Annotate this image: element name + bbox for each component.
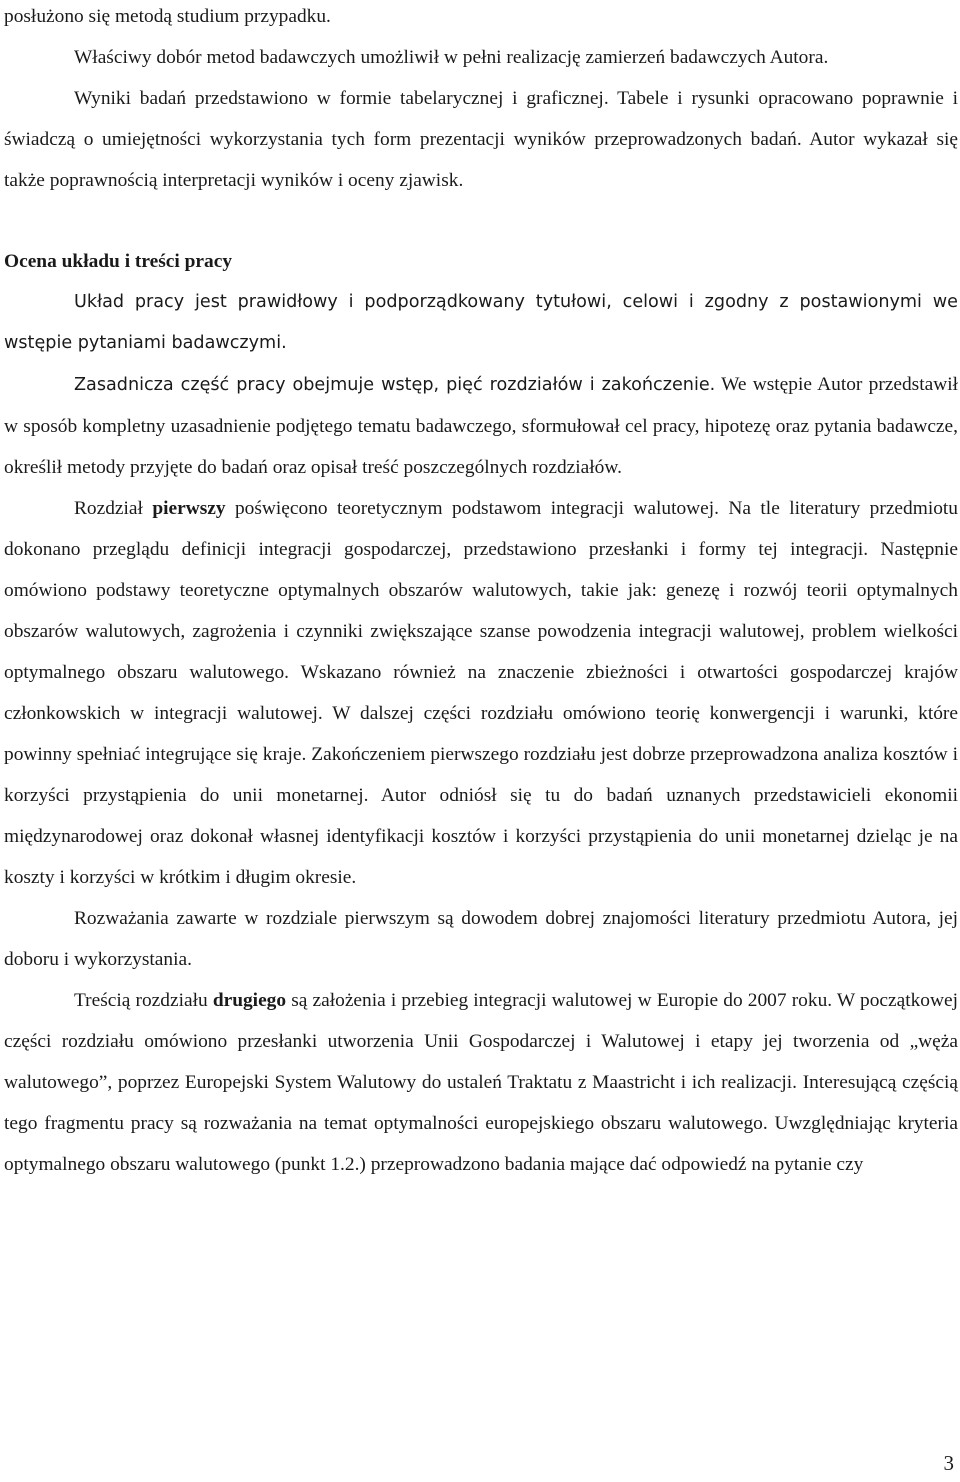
- main-part-intro: Zasadnicza część pracy obejmuje wstęp, pięć rozdziałów i zakończenie.: [74, 375, 716, 395]
- paragraph-structure: Układ pracy jest prawidłowy i podporządkowany tytułowi, celowi i zgodny z postawionymi we wstępie pytaniami badawczymi.: [4, 292, 958, 353]
- paragraph-chapter-one: [4, 488, 958, 898]
- paragraph-chapter-two: [4, 980, 958, 1185]
- paragraph-main-part: [4, 364, 958, 488]
- main-part-rest: We wstępie Autor przedstawił w sposób kompletny uzasadnienie podjętego tematu badawczego, sformułował cel pracy, hipotezę oraz pytania badawcze, określił metody przyjęte do badań oraz opisał treść poszczególnych rozdziałów.: [4, 374, 958, 478]
- chapter-two-bold: drugiego: [212, 990, 287, 1011]
- chapter-one-bold: pierwszy: [152, 498, 226, 519]
- chapter-one-prefix: Rozdział: [74, 498, 153, 519]
- section-heading: Ocena układu i treści pracy: [4, 251, 233, 272]
- document-page: [4, 0, 958, 1185]
- paragraph-chapter-one-summary: Rozważania zawarte w rozdziale pierwszym są dowodem dobrej znajomości literatury przedmiotu Autora, jej doboru i wykorzystania.: [4, 908, 958, 970]
- paragraph-methods: Właściwy dobór metod badawczych umożliwił w pełni realizację zamierzeń badawczych Autora.: [74, 47, 829, 68]
- chapter-one-body: poświęcono teoretycznym podstawom integracji walutowej. Na tle literatury przedmiotu dokonano przeglądu definicji integracji gospodarczej, przedstawiono przesłanki i formy tej integracji. Następnie omówiono podstawy teoretyczne optymalnych obszarów walutowych, takie jak: genezę i rozwój teorii optymalnych obszarów walutowych, zagrożenia i czynniki zwiększające szanse powodzenia integracji walutowej, problem wielkości optymalnego obszaru walutowego. Wskazano również na znaczenie zbieżności i otwartości gospodarczej krajów członkowskich w integracji walutowej. W dalszej części rozdziału omówiono teorię konwergencji i warunki, które powinny spełniać integrujące się kraje. Zakończeniem pierwszego rozdziału jest dobrze przeprowadzona analiza kosztów i korzyści przystąpienia do unii monetarnej. Autor odniósł się tu do badań uznanych przedstawicieli ekonomii międzynarodowej oraz dokonał własnej identyfikacji kosztów i korzyści przystąpienia do unii monetarnej dzieląc je na koszty i korzyści w krótkim i długim okresie.: [4, 498, 958, 888]
- chapter-two-body: są założenia i przebieg integracji walutowej w Europie do 2007 roku. W początkowej części rozdziału omówiono przesłanki utworzenia Unii Gospodarczej i Walutowej i etapy jej tworzenia od „węża walutowego”, poprzez Europejski System Walutowy do ustaleń Traktatu z Maastricht i ich realizacji. Interesującą częścią tego fragmentu pracy są rozważania na temat optymalności europejskiego obszaru walutowego. Uwzględniając kryteria optymalnego obszaru walutowego (punkt 1.2.) przeprowadzono badania mające dać odpowiedź na pytanie czy: [4, 990, 958, 1175]
- paragraph-intro-method: posłużono się metodą studium przypadku.: [4, 6, 331, 27]
- paragraph-results: Wyniki badań przedstawiono w formie tabelarycznej i graficznej. Tabele i rysunki opracowano poprawnie i świadczą o umiejętności wykorzystania tych form prezentacji wyników przeprowadzonych badań. Autor wykazał się także poprawnością interpretacji wyników i oceny zjawisk.: [4, 88, 958, 191]
- chapter-two-prefix: Treścią rozdziału: [74, 990, 213, 1011]
- page-number: 3: [943, 1451, 954, 1475]
